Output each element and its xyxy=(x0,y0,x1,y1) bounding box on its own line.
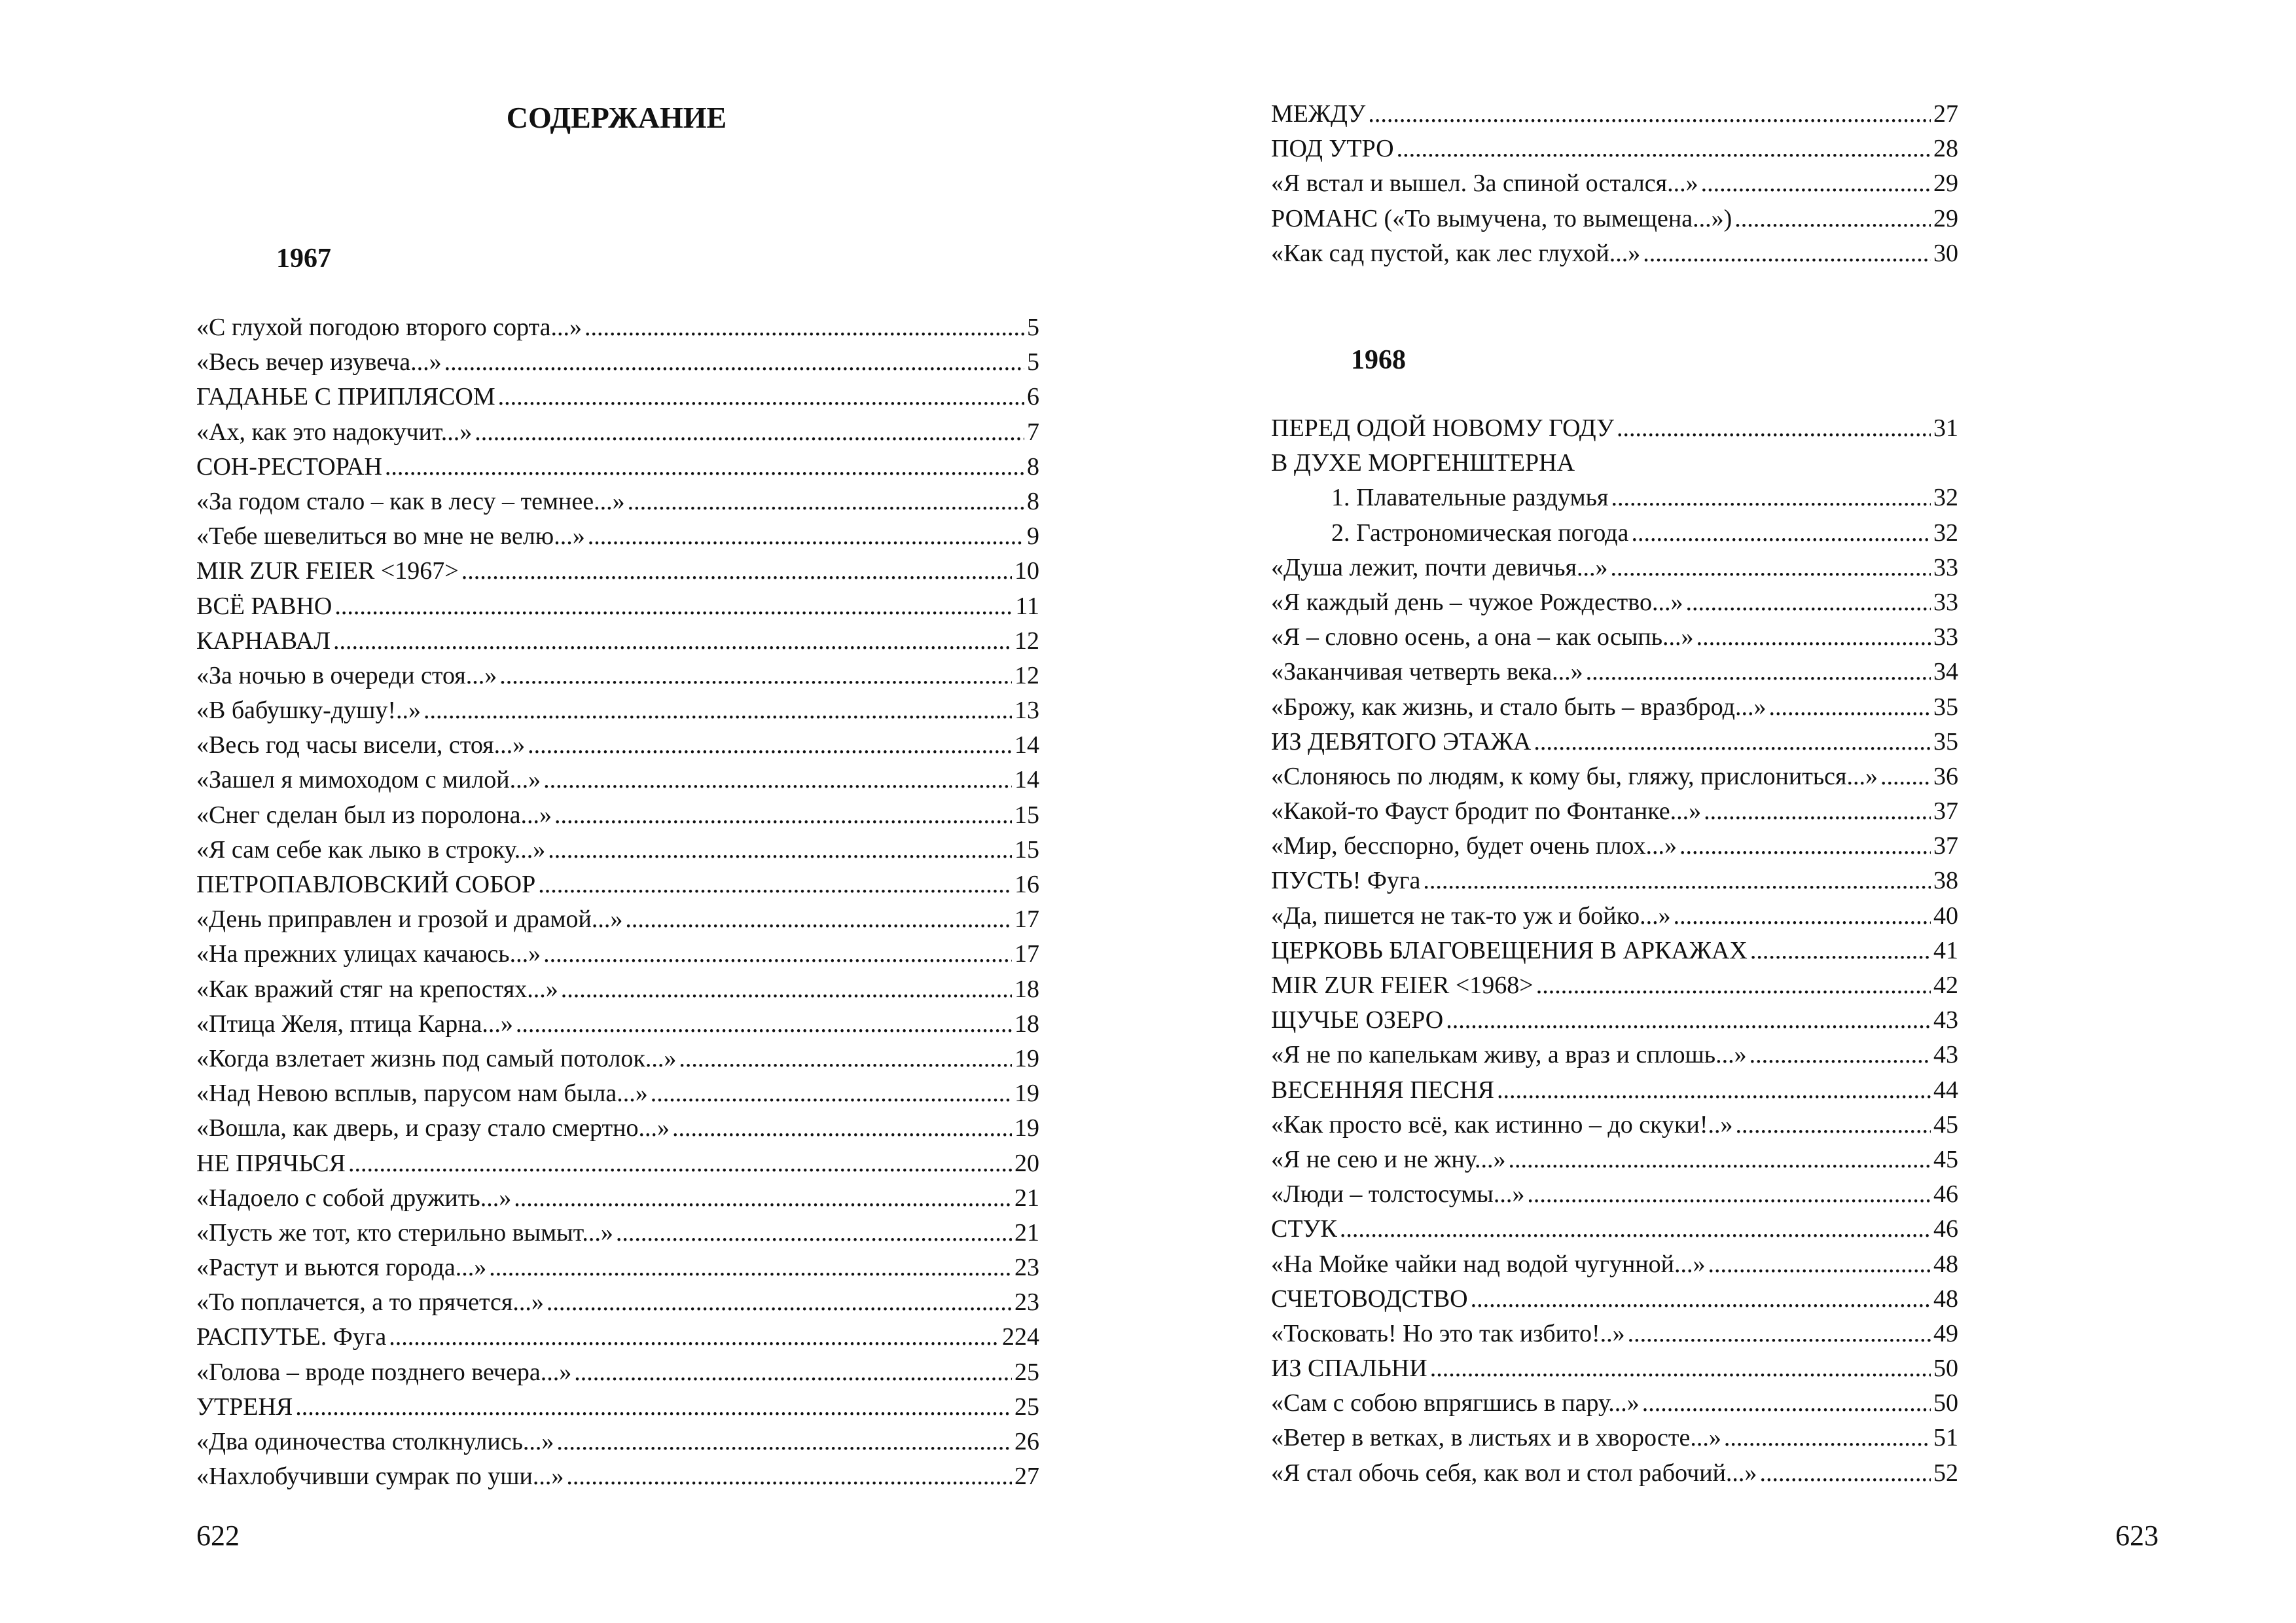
toc-entry xyxy=(196,1218,1039,1253)
toc-entry xyxy=(1271,866,1958,901)
entry-page-number: 29 xyxy=(1933,204,1958,232)
entry-page-number: 20 xyxy=(1014,1149,1039,1177)
entry-page-number: 31 xyxy=(1933,414,1958,442)
dot-leader xyxy=(1586,657,1931,686)
entry-page-number: 23 xyxy=(1014,1288,1039,1317)
entry-title: «Птица Желя, птица Карна...» xyxy=(196,1010,513,1038)
toc-entry xyxy=(1271,134,1958,169)
entry-title: 2. Гастрономическая погода xyxy=(1331,519,1629,547)
year-heading-1968: 1968 xyxy=(1351,345,1406,375)
entry-page-number: 19 xyxy=(1014,1044,1039,1072)
dot-leader xyxy=(554,801,1012,830)
toc-entry xyxy=(196,1358,1039,1393)
entry-title: «Вошла, как дверь, и сразу стало смертно...» xyxy=(196,1114,670,1142)
toc-entry xyxy=(196,487,1039,522)
toc-entry xyxy=(196,661,1039,696)
toc-entry xyxy=(1271,169,1958,204)
entry-page-number: 40 xyxy=(1933,902,1958,930)
entry-page-number: 37 xyxy=(1933,832,1958,860)
dot-leader xyxy=(423,696,1012,725)
toc-entry xyxy=(196,1322,1039,1357)
dot-leader xyxy=(556,1427,1012,1456)
dot-leader xyxy=(1631,519,1931,547)
entry-title: «Растут и вьются города...» xyxy=(196,1254,487,1282)
toc-entry xyxy=(1271,693,1958,727)
entry-title: ПЕРЕД ОДОЙ НОВОМУ ГОДУ xyxy=(1271,414,1615,442)
toc-entry xyxy=(196,556,1039,591)
dot-leader xyxy=(1617,414,1931,443)
entry-page-number: 46 xyxy=(1933,1215,1958,1243)
entry-title: КАРНАВАЛ xyxy=(196,627,331,655)
entry-page-number: 28 xyxy=(1933,135,1958,163)
entry-title: «Над Невою всплыв, парусом нам была...» xyxy=(196,1080,648,1108)
dot-leader xyxy=(566,1462,1012,1491)
entry-title: «Я – словно осень, а она – как осыпь...» xyxy=(1271,623,1694,651)
toc-entry xyxy=(1271,902,1958,936)
entry-title: «Надоело с собой дружить...» xyxy=(196,1184,512,1212)
toc-entry xyxy=(196,592,1039,627)
entry-page-number: 43 xyxy=(1933,1041,1958,1069)
toc-entry xyxy=(1271,1040,1958,1075)
entry-page-number: 27 xyxy=(1933,100,1958,128)
toc-entry xyxy=(196,1427,1039,1462)
dot-leader xyxy=(561,975,1012,1004)
toc-entry xyxy=(1271,239,1958,274)
toc-entry xyxy=(196,1114,1039,1148)
entry-title: «Тебе шевелиться во мне не велю...» xyxy=(196,522,585,551)
entry-title: «За ночью в очереди стоя...» xyxy=(196,661,497,689)
entry-page-number: 17 xyxy=(1014,940,1039,968)
entry-title: 1. Плавательные раздумья xyxy=(1331,484,1609,512)
dot-leader xyxy=(1534,727,1931,756)
dot-leader xyxy=(1724,1423,1931,1452)
entry-title: УТРЕНЯ xyxy=(196,1393,293,1421)
dot-leader xyxy=(1446,1006,1931,1034)
entry-title: «Я не сею и не жну...» xyxy=(1271,1145,1506,1173)
entry-title: «Я сам себе как лыко в строку...» xyxy=(196,835,546,864)
entry-page-number: 32 xyxy=(1933,484,1958,512)
dot-leader xyxy=(475,418,1024,447)
dot-leader xyxy=(584,313,1024,342)
entry-page-number: 8 xyxy=(1027,452,1039,481)
dot-leader xyxy=(651,1079,1012,1108)
entry-title: «Да, пишется не так-то уж и бойко...» xyxy=(1271,902,1671,930)
entry-title: «Я каждый день – чужое Рождество...» xyxy=(1271,588,1683,616)
entry-page-number: 41 xyxy=(1933,936,1958,964)
toc-entry xyxy=(196,905,1039,939)
toc-entry xyxy=(196,975,1039,1010)
toc-title: СОДЕРЖАНИЕ xyxy=(506,101,727,134)
dot-leader xyxy=(1679,831,1931,860)
page-number-right: 623 xyxy=(2115,1520,2159,1552)
entry-page-number: 14 xyxy=(1014,766,1039,794)
entry-page-number: 38 xyxy=(1933,867,1958,895)
dot-leader xyxy=(1642,1389,1931,1417)
toc-entry xyxy=(1271,797,1958,831)
toc-entry xyxy=(1271,1459,1958,1493)
dot-leader xyxy=(1708,1250,1931,1279)
dot-leader xyxy=(1397,134,1931,163)
toc-entry xyxy=(1271,1250,1958,1285)
entry-page-number: 12 xyxy=(1014,661,1039,689)
toc-entry xyxy=(196,313,1039,348)
entry-title: ВЕСЕННЯЯ ПЕСНЯ xyxy=(1271,1076,1494,1104)
dot-leader xyxy=(334,592,1013,621)
toc-entry xyxy=(196,835,1039,870)
toc-entry xyxy=(196,418,1039,452)
entry-page-number: 50 xyxy=(1933,1389,1958,1417)
entry-title: СЧЕТОВОДСТВО xyxy=(1271,1285,1468,1313)
entry-page-number: 42 xyxy=(1933,972,1958,999)
toc-entry xyxy=(196,522,1039,556)
entry-title: «Слоняюсь по людям, к кому бы, гляжу, прислониться...» xyxy=(1271,762,1878,790)
dot-leader xyxy=(461,556,1012,585)
entry-title: МЕЖДУ xyxy=(1271,100,1366,128)
entry-page-number: 14 xyxy=(1014,731,1039,759)
dot-leader xyxy=(1736,1110,1931,1139)
dot-leader xyxy=(1527,1180,1931,1209)
toc-list-1967-continued xyxy=(1271,100,1958,274)
entry-title: «Мир, бесспорно, будет очень плох...» xyxy=(1271,832,1677,860)
dot-leader xyxy=(1701,169,1931,198)
entry-page-number: 15 xyxy=(1014,801,1039,829)
entry-page-number: 49 xyxy=(1933,1319,1958,1347)
dot-leader xyxy=(528,731,1012,759)
dot-leader xyxy=(543,765,1012,794)
toc-entry xyxy=(1271,1423,1958,1458)
entry-page-number: 21 xyxy=(1014,1184,1039,1212)
entry-title: «В бабушку-душу!..» xyxy=(196,697,422,725)
dot-leader xyxy=(444,348,1024,376)
entry-title: MIR ZUR FEIER <1968> xyxy=(1271,972,1534,999)
entry-title: «Два одиночества столкнулись...» xyxy=(196,1428,554,1455)
entry-title: ПОД УТРО xyxy=(1271,135,1394,163)
entry-title: «Как вражий стяг на крепостях...» xyxy=(196,975,558,1003)
entry-title: «На прежних улицах качаюсь...» xyxy=(196,940,541,968)
entry-page-number: 29 xyxy=(1933,170,1958,198)
entry-title: «Когда взлетает жизнь под самый потолок...» xyxy=(196,1044,677,1072)
dot-leader xyxy=(1759,1459,1931,1487)
entry-page-number: 33 xyxy=(1933,588,1958,616)
toc-entry xyxy=(196,1010,1039,1044)
dot-leader xyxy=(1734,204,1931,233)
dot-leader xyxy=(625,905,1012,934)
entry-title: ГАДАНЬЕ С ПРИПЛЯСОМ xyxy=(196,383,495,411)
entry-page-number: 8 xyxy=(1027,487,1039,515)
toc-entry xyxy=(196,939,1039,974)
dot-leader xyxy=(1471,1285,1931,1313)
toc-entry xyxy=(196,1288,1039,1322)
dot-leader xyxy=(1497,1076,1931,1104)
entry-title: «Нахлобучивши сумрак по уши...» xyxy=(196,1463,564,1491)
toc-entry xyxy=(196,1079,1039,1114)
toc-entry xyxy=(1271,204,1958,239)
dot-leader xyxy=(588,522,1024,551)
dot-leader xyxy=(616,1218,1012,1247)
entry-page-number: 35 xyxy=(1933,727,1958,756)
entry-page-number: 45 xyxy=(1933,1145,1958,1173)
toc-entry xyxy=(1271,1145,1958,1180)
toc-entry xyxy=(1271,448,1958,483)
entry-page-number: 44 xyxy=(1933,1076,1958,1104)
toc-entry xyxy=(1271,1319,1958,1354)
entry-page-number: 25 xyxy=(1014,1393,1039,1421)
toc-entry xyxy=(196,1184,1039,1218)
entry-title: «Ах, как это надокучит...» xyxy=(196,418,473,446)
entry-page-number: 51 xyxy=(1933,1424,1958,1452)
toc-entry xyxy=(1271,553,1958,588)
dot-leader xyxy=(1430,1354,1931,1383)
entry-title: РАСПУТЬЕ. Фуга xyxy=(196,1323,387,1351)
dot-leader xyxy=(1423,866,1931,895)
entry-page-number: 16 xyxy=(1014,871,1039,898)
entry-page-number: 25 xyxy=(1014,1358,1039,1386)
toc-entry xyxy=(196,1253,1039,1288)
entry-title: «С глухой погодою второго сорта...» xyxy=(196,314,582,341)
dot-leader xyxy=(499,661,1012,690)
entry-title: НЕ ПРЯЧЬСЯ xyxy=(196,1149,346,1177)
dot-leader xyxy=(628,487,1024,516)
entry-page-number: 13 xyxy=(1014,697,1039,725)
entry-title: ПЕТРОПАВЛОВСКИЙ СОБОР xyxy=(196,871,536,898)
dot-leader xyxy=(1340,1214,1931,1243)
dot-leader xyxy=(1611,483,1931,512)
toc-entry xyxy=(1271,727,1958,762)
dot-leader xyxy=(1685,588,1931,617)
entry-title: «Я встал и вышел. За спиной остался...» xyxy=(1271,170,1698,198)
entry-page-number: 48 xyxy=(1933,1250,1958,1278)
entry-title: «Зашел я мимоходом с милой...» xyxy=(196,766,541,794)
entry-page-number: 7 xyxy=(1027,418,1039,446)
dot-leader xyxy=(1536,971,1931,1000)
entry-page-number: 43 xyxy=(1933,1006,1958,1034)
toc-entry xyxy=(196,1149,1039,1184)
entry-title: «Тосковать! Но это так избито!..» xyxy=(1271,1319,1625,1347)
dot-leader xyxy=(295,1393,1012,1421)
toc-entry xyxy=(1271,1354,1958,1389)
toc-list-1967 xyxy=(196,313,1039,1497)
toc-entry xyxy=(1271,1110,1958,1145)
dot-leader xyxy=(1674,902,1931,930)
entry-title: «Люди – толстосумы...» xyxy=(1271,1180,1525,1209)
entry-title: СОН-РЕСТОРАН xyxy=(196,452,382,481)
toc-entry xyxy=(1271,762,1958,797)
entry-page-number: 33 xyxy=(1933,553,1958,581)
entry-title: «Брожу, как жизнь, и стало быть – вразброд...» xyxy=(1271,693,1767,721)
entry-page-number: 36 xyxy=(1933,762,1958,790)
toc-entry xyxy=(1271,1006,1958,1040)
toc-entry xyxy=(1271,519,1958,553)
toc-entry xyxy=(1271,414,1958,448)
dot-leader xyxy=(1880,762,1931,791)
toc-entry xyxy=(196,348,1039,382)
dot-leader xyxy=(1768,693,1931,721)
dot-leader xyxy=(348,1149,1012,1178)
entry-page-number: 19 xyxy=(1014,1080,1039,1108)
entry-title: «Какой-то Фауст бродит по Фонтанке...» xyxy=(1271,797,1702,826)
entry-page-number: 33 xyxy=(1933,623,1958,651)
entry-title: «Душа лежит, почти девичья...» xyxy=(1271,553,1608,581)
entry-title: СТУК xyxy=(1271,1215,1337,1243)
dot-leader xyxy=(1643,239,1931,268)
entry-title: «Как сад пустой, как лес глухой...» xyxy=(1271,239,1641,267)
entry-title: «Как просто всё, как истинно – до скуки!..» xyxy=(1271,1110,1733,1139)
entry-page-number: 32 xyxy=(1933,519,1958,547)
entry-title: «Заканчивая четверть века...» xyxy=(1271,658,1583,686)
entry-title: MIR ZUR FEIER <1967> xyxy=(196,557,459,585)
toc-entry xyxy=(1271,1180,1958,1214)
toc-entry xyxy=(1271,588,1958,623)
dot-leader xyxy=(548,835,1012,864)
entry-page-number: 18 xyxy=(1014,975,1039,1003)
entry-page-number: 35 xyxy=(1933,693,1958,721)
dot-leader xyxy=(547,1288,1012,1317)
entry-page-number: 19 xyxy=(1014,1114,1039,1142)
dot-leader xyxy=(672,1114,1012,1142)
entry-title: «Я не по капелькам живу, а враз и сплошь...» xyxy=(1271,1041,1747,1069)
toc-entry xyxy=(1271,936,1958,971)
toc-entry xyxy=(1271,1285,1958,1319)
toc-entry xyxy=(196,731,1039,765)
toc-entry xyxy=(1271,1214,1958,1249)
dot-leader xyxy=(574,1358,1012,1387)
dot-leader xyxy=(538,870,1012,899)
entry-page-number: 48 xyxy=(1933,1285,1958,1313)
toc-entry xyxy=(1271,1389,1958,1423)
entry-page-number: 17 xyxy=(1014,905,1039,934)
entry-title: «Ветер в ветках, в листьях и в хворосте...» xyxy=(1271,1424,1721,1452)
dot-leader xyxy=(1749,1040,1931,1069)
entry-page-number: 11 xyxy=(1015,592,1039,620)
entry-page-number: 34 xyxy=(1933,658,1958,686)
entry-title: «Сам с собою впрягшись в пару...» xyxy=(1271,1389,1640,1417)
dot-leader xyxy=(389,1322,999,1351)
dot-leader xyxy=(1628,1319,1931,1348)
entry-title: «Весь год часы висели, стоя...» xyxy=(196,731,526,759)
dot-leader xyxy=(1508,1145,1931,1174)
dot-leader xyxy=(385,452,1024,481)
entry-page-number: 5 xyxy=(1027,314,1039,341)
dot-leader xyxy=(1368,100,1931,128)
entry-page-number: 224 xyxy=(1002,1323,1039,1351)
entry-page-number: 10 xyxy=(1014,557,1039,585)
toc-entry xyxy=(1271,1076,1958,1110)
toc-entry xyxy=(1271,971,1958,1006)
dot-leader xyxy=(1611,553,1931,582)
entry-page-number: 52 xyxy=(1933,1459,1958,1487)
entry-page-number: 21 xyxy=(1014,1218,1039,1247)
toc-list-1968 xyxy=(1271,414,1958,1493)
toc-entry xyxy=(196,627,1039,661)
entry-page-number: 37 xyxy=(1933,797,1958,826)
entry-title: «Снег сделан был из поролона...» xyxy=(196,801,552,829)
entry-title: ВСЁ РАВНО xyxy=(196,592,332,620)
page-number-left: 622 xyxy=(196,1520,240,1552)
entry-page-number: 27 xyxy=(1014,1463,1039,1491)
entry-title: «То поплачется, а то прячется...» xyxy=(196,1288,544,1317)
dot-leader xyxy=(543,939,1012,968)
entry-title: «На Мойке чайки над водой чугунной...» xyxy=(1271,1250,1706,1278)
dot-leader xyxy=(333,627,1012,655)
dot-leader xyxy=(516,1010,1012,1038)
entry-page-number: 23 xyxy=(1014,1254,1039,1282)
entry-title: «Весь вечер изувеча...» xyxy=(196,348,442,376)
toc-entry xyxy=(1271,100,1958,134)
dot-leader xyxy=(679,1044,1012,1073)
entry-title: ПУСТЬ! Фуга xyxy=(1271,867,1421,895)
entry-page-number: 6 xyxy=(1027,383,1039,411)
entry-title: ЦЕРКОВЬ БЛАГОВЕЩЕНИЯ В АРКАЖАХ xyxy=(1271,936,1748,964)
entry-title: В ДУХЕ МОРГЕНШТЕРНА xyxy=(1271,449,1575,477)
toc-entry xyxy=(196,382,1039,417)
entry-page-number: 9 xyxy=(1027,522,1039,551)
toc-entry xyxy=(196,870,1039,905)
toc-entry xyxy=(1271,623,1958,657)
toc-entry xyxy=(1271,831,1958,866)
year-heading-1967: 1967 xyxy=(276,244,331,274)
entry-title: «День приправлен и грозой и драмой...» xyxy=(196,905,623,934)
toc-entry xyxy=(1271,657,1958,692)
entry-title: «Я стал обочь себя, как вол и стол рабочий...» xyxy=(1271,1459,1757,1487)
dot-leader xyxy=(498,382,1024,411)
entry-page-number: 26 xyxy=(1014,1428,1039,1455)
entry-page-number: 12 xyxy=(1014,627,1039,655)
entry-page-number: 46 xyxy=(1933,1180,1958,1209)
entry-title: ЩУЧЬЕ ОЗЕРО xyxy=(1271,1006,1444,1034)
entry-page-number: 50 xyxy=(1933,1355,1958,1383)
entry-page-number: 18 xyxy=(1014,1010,1039,1038)
toc-entry xyxy=(196,452,1039,487)
dot-leader xyxy=(514,1184,1012,1213)
entry-title: РОМАНС («То вымучена, то вымещена...») xyxy=(1271,204,1732,232)
right-page xyxy=(1148,0,2296,1623)
toc-entry xyxy=(196,696,1039,731)
entry-title: ИЗ СПАЛЬНИ xyxy=(1271,1355,1427,1383)
entry-page-number: 45 xyxy=(1933,1110,1958,1139)
toc-entry xyxy=(196,1462,1039,1497)
dot-leader xyxy=(1750,936,1931,965)
entry-page-number: 5 xyxy=(1027,348,1039,376)
toc-entry xyxy=(196,765,1039,800)
entry-title: «Голова – вроде позднего вечера...» xyxy=(196,1358,572,1386)
entry-page-number: 30 xyxy=(1933,239,1958,267)
toc-entry xyxy=(1271,483,1958,518)
dot-leader xyxy=(489,1253,1012,1282)
entry-title: ИЗ ДЕВЯТОГО ЭТАЖА xyxy=(1271,727,1532,756)
entry-page-number: 15 xyxy=(1014,835,1039,864)
dot-leader xyxy=(1696,623,1931,651)
entry-title: «Пусть же тот, кто стерильно вымыт...» xyxy=(196,1218,613,1247)
toc-entry xyxy=(196,1044,1039,1079)
dot-leader xyxy=(1704,797,1931,826)
toc-entry xyxy=(196,1393,1039,1427)
entry-title: «За годом стало – как в лесу – темнее...» xyxy=(196,487,625,515)
toc-entry xyxy=(196,801,1039,835)
